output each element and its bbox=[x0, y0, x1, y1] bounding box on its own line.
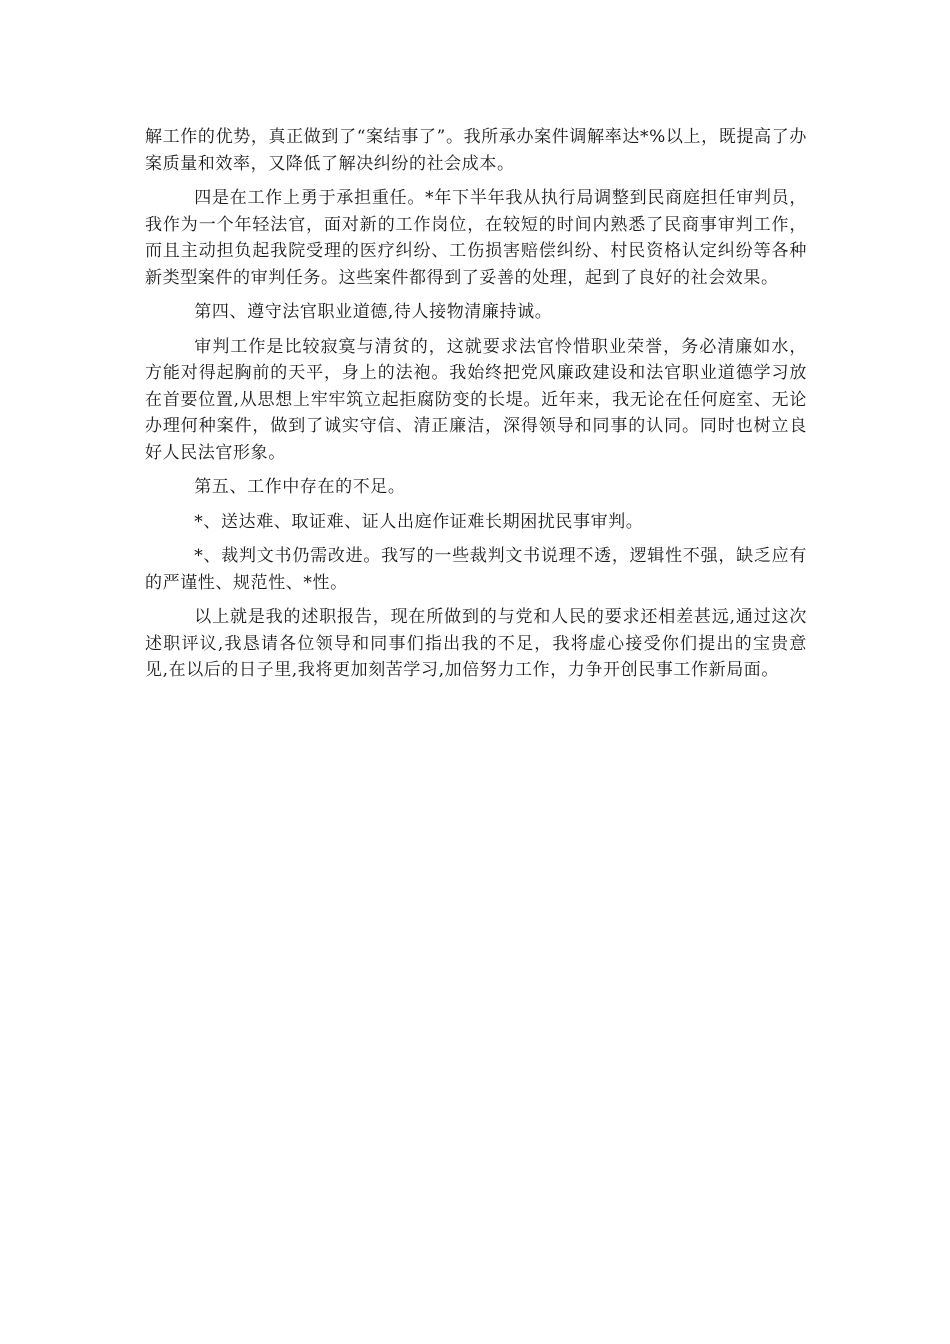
section-heading-5: 第五、工作中存在的不足。 bbox=[194, 477, 406, 497]
paragraph-2: 四是在工作上勇于承担重任。*年下半年我从执行局调整到民商庭担任审判员，我作为一个年轻法官，面对新的工作岗位，在较短的时间内熟悉了民商事审判工作，而且主动担负起我院受理的医疗纠纷、工伤损害赔偿纠纷、村民资格认定纠纷等各种新类型案件的审判任务。这些案件都得到了妥善的处理，起到了良好的社会效果。 bbox=[145, 188, 807, 288]
paragraph-3: 审判工作是比较寂寞与清贫的，这就要求法官怜惜职业荣誉，务必清廉如水，方能对得起胸前的天平，身上的法袍。我始终把党风廉政建设和法官职业道德学习放在首要位置,从思想上牢牢筑立起拒腐防变的长堤。近年来，我无论在任何庭室、无论办理何种案件，做到了诚实守信、清正廉洁，深得领导和同事的认同。同时也树立良好人民法官形象。 bbox=[145, 336, 807, 463]
shortcoming-item-2: *、裁判文书仍需改进。我写的一些裁判文书说理不透，逻辑性不强，缺乏应有的严谨性、规范性、*性。 bbox=[145, 546, 807, 593]
section-heading-4: 第四、遵守法官职业道德,待人接物清廉持诚。 bbox=[194, 302, 553, 322]
document-page bbox=[145, 124, 807, 692]
closing-paragraph: 以上就是我的述职报告，现在所做到的与党和人民的要求还相差甚远,通过这次述职评议,我恳请各位领导和同事们指出我的不足，我将虚心接受你们提出的宝贵意见,在以后的日子里,我将更加刻苦学习,加倍努力工作，力争开创民事工作新局面。 bbox=[145, 607, 807, 680]
shortcoming-item-1: *、送达难、取证难、证人出庭作证难长期困扰民事审判。 bbox=[194, 511, 644, 532]
paragraph-1: 解工作的优势，真正做到了“案结事了”。我所承办案件调解率达*%以上，既提高了办案质量和效率，又降低了解决纠纷的社会成本。 bbox=[145, 127, 807, 174]
